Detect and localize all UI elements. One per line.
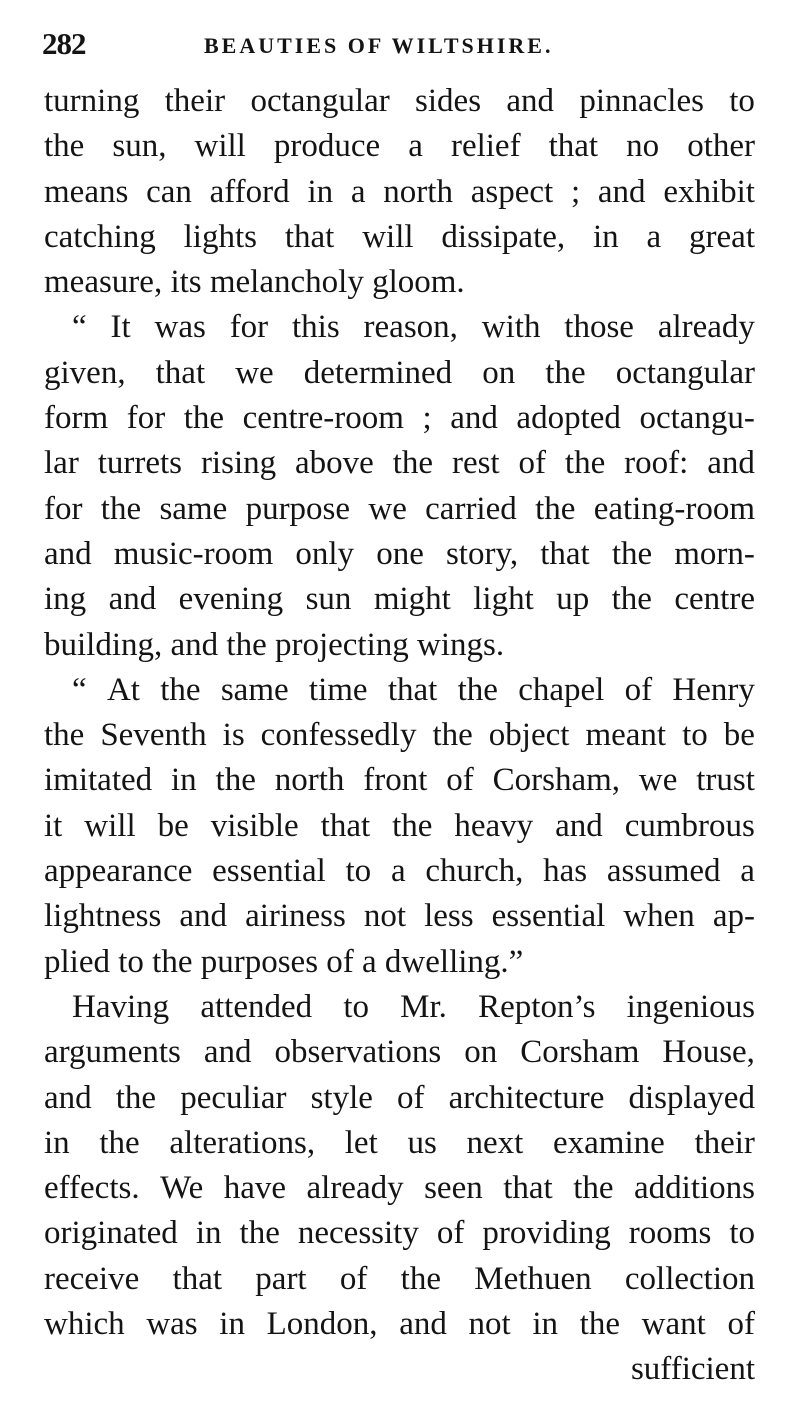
text-line: given, that we determined on the octangular — [44, 354, 755, 391]
text-line: receive that part of the Methuen collection — [44, 1260, 755, 1297]
text-line: which was in London, and not in the want of — [44, 1306, 755, 1343]
text-line: originated in the necessity of providing rooms to — [44, 1215, 755, 1252]
text-line: the sun, will produce a relief that no other — [44, 128, 755, 165]
body-text — [44, 79, 755, 1393]
text-line: appearance essential to a church, has assumed a — [44, 853, 755, 890]
running-title: BEAUTIES OF WILTSHIRE. — [204, 33, 554, 58]
page-number: 282 — [42, 26, 86, 61]
text-line: “ It was for this reason, with those already — [72, 309, 755, 346]
text-line: lightness and airiness not less essential when ap- — [44, 898, 755, 935]
text-line: ing and evening sun might light up the centre — [44, 581, 755, 618]
text-line: Having attended to Mr. Repton’s ingenious — [72, 988, 755, 1025]
text-line: means can afford in a north aspect ; and exhibit — [44, 173, 755, 210]
text-line: and music-room only one story, that the morn- — [44, 535, 755, 572]
text-line: turning their octangular sides and pinnacles to — [44, 83, 755, 119]
text-line: in the alterations, let us next examine their — [44, 1124, 755, 1161]
running-head — [42, 18, 762, 68]
text-line: and the peculiar style of architecture displayed — [44, 1079, 755, 1116]
text-line: lar turrets rising above the rest of the roof: and — [44, 445, 755, 482]
text-line: catching lights that will dissipate, in a great — [44, 218, 755, 255]
text-line: for the same purpose we carried the eating-room — [44, 490, 755, 527]
catchword-line — [44, 1347, 755, 1392]
text-line: building, and the projecting wings. — [44, 626, 505, 663]
text-line: imitated in the north front of Corsham, we trust — [44, 762, 755, 799]
text-line: the Seventh is confessedly the object meant to be — [44, 717, 755, 754]
text-line: arguments and observations on Corsham House, — [44, 1034, 755, 1071]
text-line: effects. We have already seen that the additions — [44, 1170, 755, 1207]
text-line: measure, its melancholy gloom. — [44, 264, 465, 301]
text-line: form for the centre-room ; and adopted octangu- — [44, 400, 755, 437]
text-line: it will be visible that the heavy and cumbrous — [44, 807, 755, 844]
text-line: plied to the purposes of a dwelling.” — [44, 943, 524, 980]
text-line: “ At the same time that the chapel of Henry — [72, 671, 755, 708]
catchword: sufficient — [630, 1351, 755, 1388]
